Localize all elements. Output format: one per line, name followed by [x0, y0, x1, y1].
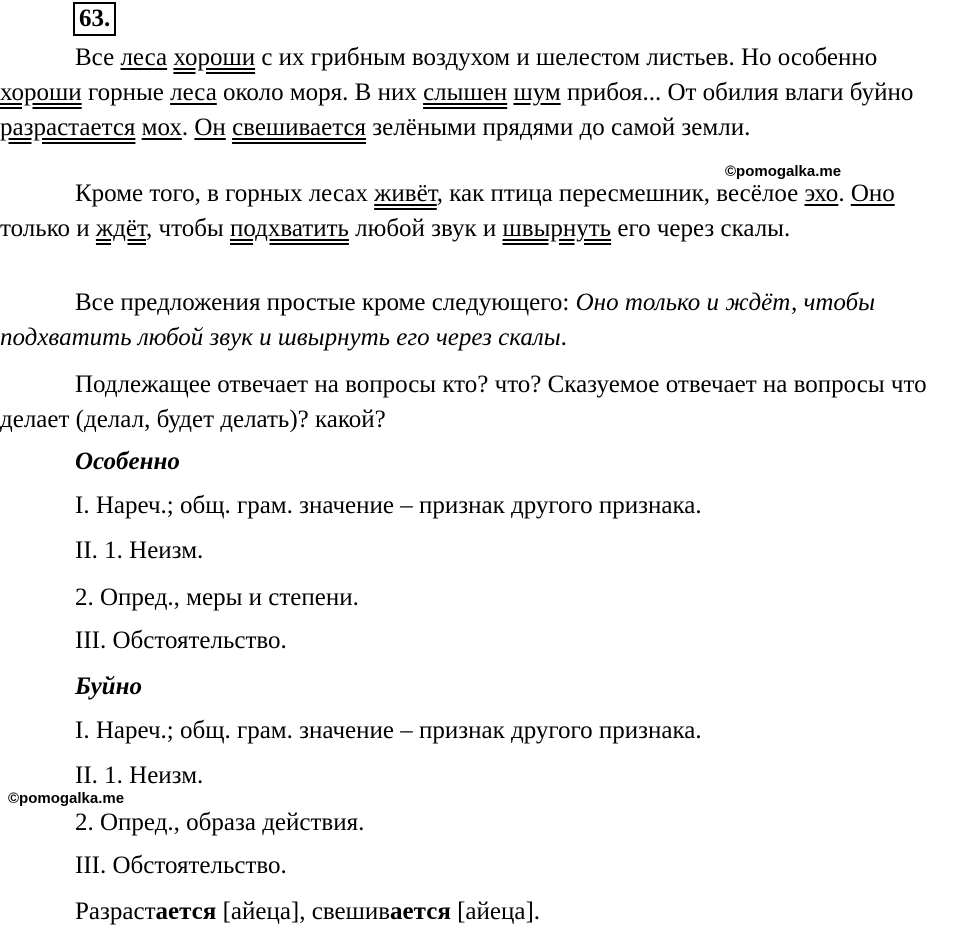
phonetics-text-segment: [айеца], свешив: [216, 898, 391, 925]
paragraph2-predicate-segment: живёт: [374, 180, 437, 207]
exercise-number: 63.: [73, 2, 116, 36]
paragraph1-subject-segment: шум: [513, 79, 561, 106]
complex-note-lead: Все предложения простые кроме следующего:: [75, 289, 576, 316]
questions-note: Подлежащее отвечает на вопросы кто? что? Сказуемое отвечает на вопросы что делает (делал, будет делать)? какой?: [0, 371, 927, 433]
paragraph2-text-segment: , чтобы: [146, 215, 230, 242]
paragraph2-predicate-segment: ждёт: [95, 215, 147, 242]
paragraph-1: [0, 40, 958, 145]
watermark-top: ©pomogalka.me: [725, 163, 842, 180]
paragraph2-predicate-segment: швырнуть: [502, 215, 612, 242]
paragraph2-text-segment: .: [838, 180, 851, 207]
analysis-1-line-1: I. Нареч.; общ. грам. значение – признак другого признака.: [75, 492, 702, 519]
paragraph1-text-segment: с их грибным воздухом и шелестом листьев. Но особенно: [255, 44, 878, 71]
paragraph2-text-segment: Кроме того, в горных лесах: [75, 180, 375, 207]
paragraph2-text-segment: , как птица пересмешник, весёлое: [436, 180, 805, 207]
paragraph1-subject-segment: леса: [170, 79, 217, 106]
paragraph1-predicate-segment: слышен: [423, 79, 508, 106]
analysis-1-line-4: III. Обстоятельство.: [75, 627, 287, 654]
phonetic-transcription: [75, 897, 540, 927]
paragraph2-subject-segment: Оно: [850, 180, 895, 207]
paragraph1-text-segment: около моря. В них: [216, 79, 424, 106]
paragraph-2: [0, 176, 958, 246]
analysis-1-line-3: 2. Опред., меры и степени.: [75, 584, 359, 611]
paragraph1-subject-segment: Он: [194, 114, 226, 141]
paragraph1-subject-segment: леса: [120, 44, 168, 71]
paragraph2-predicate-segment: подхватить: [229, 215, 349, 242]
paragraph1-predicate-segment: разрастается: [0, 114, 136, 141]
analysis-1-line-2: II. 1. Неизм.: [75, 537, 204, 564]
phonetics-text-segment: [айеца].: [450, 898, 541, 925]
analysis-2-line-4: III. Обстоятельство.: [75, 852, 287, 879]
watermark-bottom: ©pomogalka.me: [8, 790, 125, 807]
paragraph1-text-segment: прибоя... От обилия влаги буйно: [560, 79, 914, 106]
paragraph1-predicate-segment: хороши: [0, 79, 82, 106]
paragraph2-text-segment: его через скалы.: [611, 215, 791, 242]
analysis-word-2: Буйно: [75, 673, 142, 700]
complex-sentence-note: [0, 285, 958, 355]
complex-note-end: .: [560, 324, 567, 351]
paragraph1-text-segment: .: [181, 114, 195, 141]
paragraph1-text-segment: Все: [75, 44, 121, 71]
analysis-2-line-1: I. Нареч.; общ. грам. значение – признак другого признака.: [75, 717, 702, 744]
paragraph1-predicate-segment: хороши: [173, 44, 256, 71]
complex-note-quote: Оно только и ждёт, чтобы подхватить любой звук и швырнуть его через скалы: [0, 289, 876, 351]
paragraph2-subject-segment: эхо: [804, 180, 839, 207]
phonetics-ending-segment: ается: [390, 898, 451, 925]
paragraph1-text-segment: горные: [81, 79, 171, 106]
paragraph1-predicate-segment: свешивается: [232, 114, 367, 141]
paragraph2-text-segment: любой звук и: [348, 215, 503, 242]
paragraph1-subject-segment: мох: [141, 114, 182, 141]
analysis-2-line-3: 2. Опред., образа действия.: [75, 809, 365, 836]
analysis-2-line-2: II. 1. Неизм.: [75, 762, 204, 789]
paragraph1-text-segment: зелёными прядями до самой земли.: [366, 114, 751, 141]
analysis-word-1: Особенно: [75, 448, 180, 475]
phonetics-text-segment: Разраст: [75, 898, 156, 925]
paragraph2-text-segment: только и: [0, 215, 96, 242]
phonetics-ending-segment: ается: [155, 898, 217, 925]
